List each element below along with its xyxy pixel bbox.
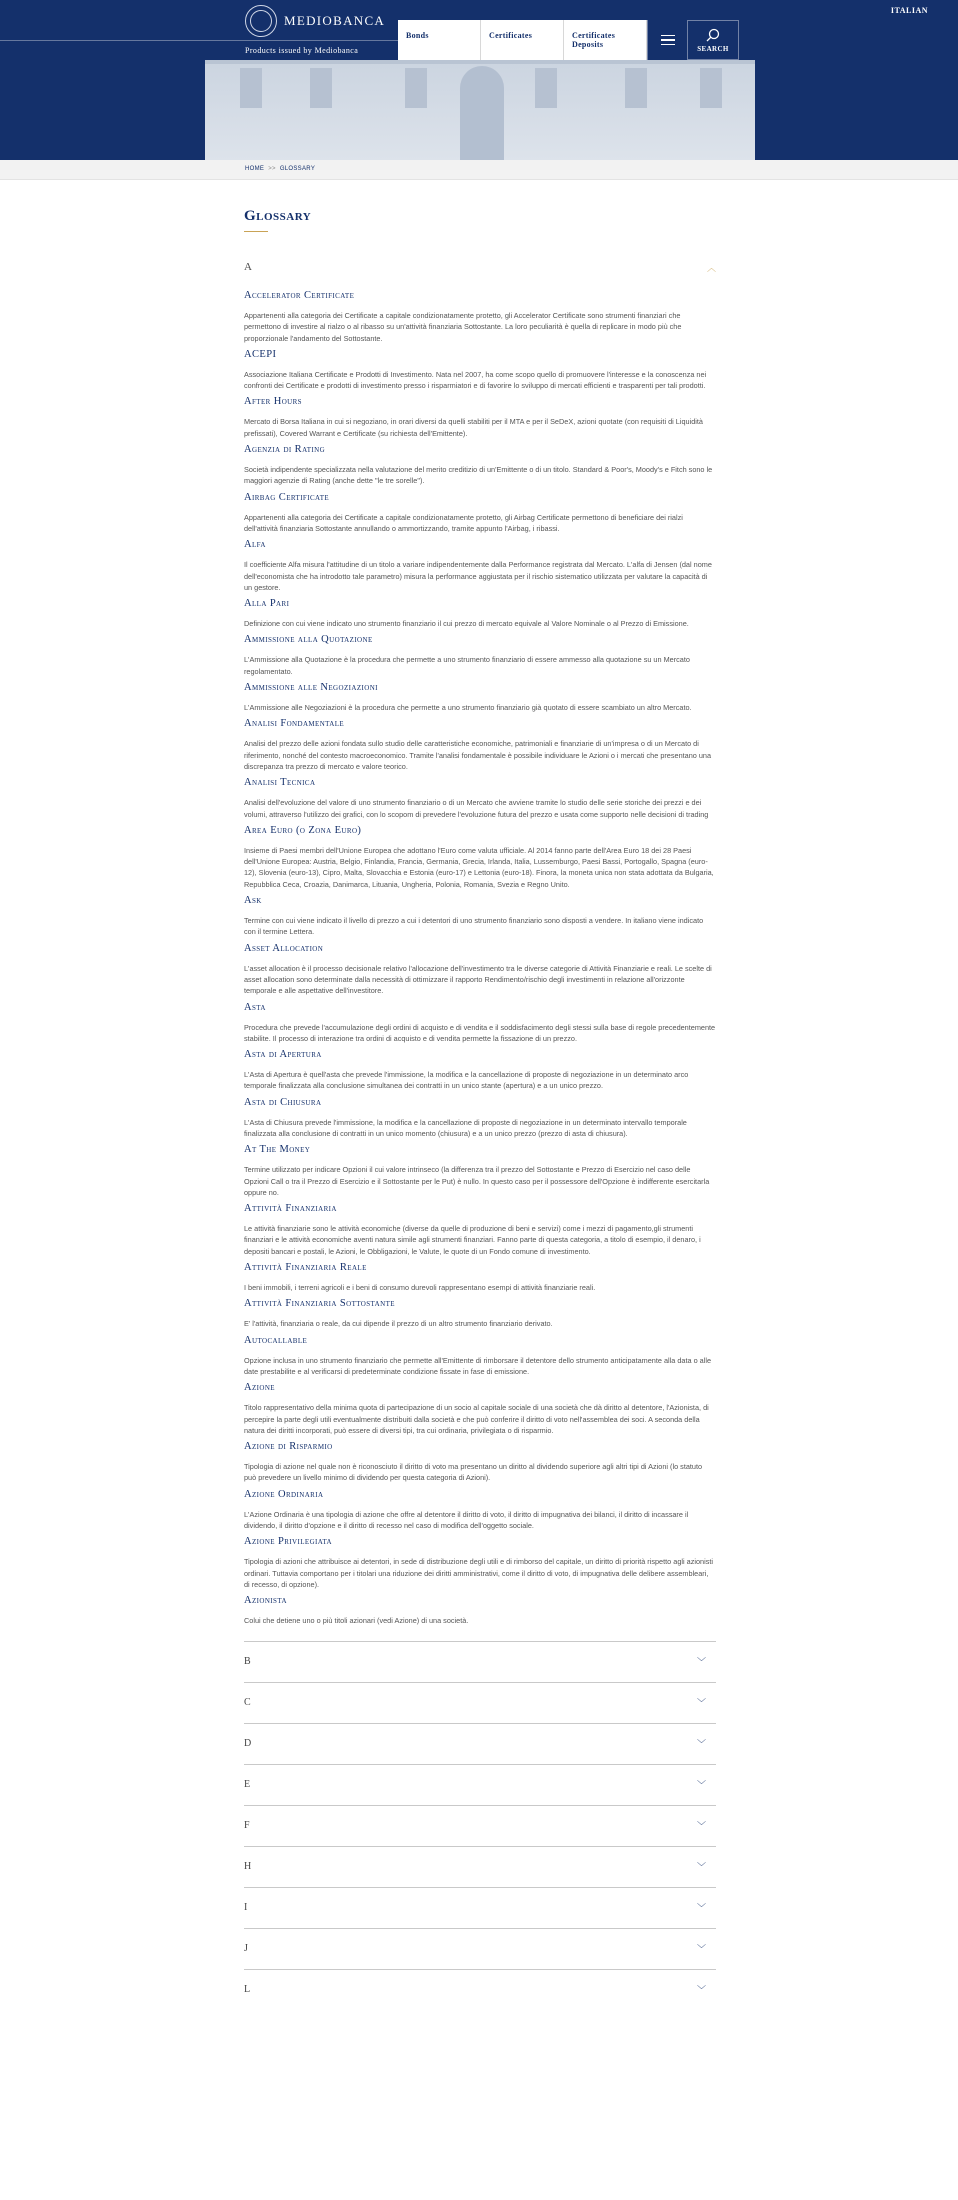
glossary-content	[244, 180, 716, 2010]
chevron-down-icon: ﹀	[696, 1862, 706, 1873]
glossary-definition: Tipologia di azioni che attribuisce ai detentori, in sede di distribuzione degli utili e di rimborso del capitale, un diritto di priorità rispetto agli azionisti ordinari. Tuttavia comportano per i titolari una riduzione dei diritti amministrativi, come il diritto di voto, di impugnativa delle delibere assembleari, di recesso, di opzione).	[244, 1557, 714, 1589]
language-switch[interactable]: ITALIAN	[890, 6, 928, 15]
section-d-header[interactable]	[244, 1723, 716, 1764]
glossary-definition: Titolo rappresentativo della minima quota di partecipazione di un socio al capitale sociale di una società che dà diritto al detentore, l'Azionista, di percepire la parte degli utili eventualmente distribuiti dalla società e che può conferire il diritto di voto nell'assemblea dei soci. A seconda della natura dei diritti incorporati, può essere di diversi tipi, tra cui ordinaria, privilegiata o di risparmio.	[244, 1403, 709, 1435]
glossary-term: Asta	[244, 1001, 266, 1013]
chevron-down-icon: ﹀	[696, 1657, 706, 1668]
breadcrumb	[245, 166, 315, 172]
glossary-definition: I beni immobili, i terreni agricoli e i beni di consumo durevoli rappresentano esempi di attività finanziarie reali.	[244, 1283, 596, 1293]
chevron-down-icon: ﹀	[696, 1903, 706, 1914]
section-h-header[interactable]	[244, 1846, 716, 1887]
title-underline	[244, 231, 268, 232]
glossary-term: Asta di Apertura	[244, 1049, 322, 1061]
glossary-term: Accelerator Certificate	[244, 290, 355, 301]
search-button[interactable]	[687, 20, 739, 60]
breadcrumb-current: GLOSSARY	[279, 166, 316, 172]
breadcrumb-separator: >>	[268, 166, 276, 172]
section-letter: I	[244, 1902, 248, 1914]
glossary-term: At The Money	[244, 1144, 311, 1156]
section-l-header[interactable]	[244, 1969, 716, 2010]
glossary-term: Azione di Risparmio	[244, 1441, 333, 1453]
glossary-term: Analisi Fondamentale	[244, 718, 345, 730]
products-label: Products issued by Mediobanca	[245, 46, 359, 55]
glossary-definition: Termine utilizzato per indicare Opzioni il cui valore intrinseco (la differenza tra il prezzo del Sottostante e Prezzo di Esercizio nel caso delle Opzioni Call o tra il Prezzo di Esercizio e il Sottostante per le Put) è nullo. In questo caso per il possessore dell'Opzione è indifferente esercitarla oppure no.	[244, 1165, 710, 1197]
section-letter: C	[244, 1697, 251, 1709]
chevron-down-icon: ﹀	[696, 1698, 706, 1709]
section-letter: B	[244, 1656, 251, 1668]
section-j-header[interactable]	[244, 1928, 716, 1969]
glossary-term: Ammissione alla Quotazione	[244, 634, 373, 646]
page-title: Glossary	[244, 208, 312, 224]
chevron-down-icon: ﹀	[696, 1944, 706, 1955]
main-nav	[398, 20, 739, 60]
section-a-header[interactable]	[244, 258, 716, 276]
section-letter: F	[244, 1820, 250, 1832]
chevron-down-icon: ﹀	[696, 1780, 706, 1791]
glossary-definition: Tipologia di azione nel quale non è riconosciuto il diritto di voto ma presentano un diritto al dividendo superiore agli altri tipi di Azioni (lo statuto può prevedere un livello minimo di dividendo per questa categoria di Azioni).	[244, 1462, 703, 1483]
logo-text: MEDIOBANCA	[284, 13, 386, 28]
glossary-term: Agenzia di Rating	[244, 444, 326, 456]
glossary-term: ACEPI	[244, 348, 277, 360]
glossary-definition: L'asset allocation è il processo decisionale relativo l'allocazione dell'investimento tra le diverse categorie di Attività Finanziarie e reali. Le scelte di asset allocation sono determinate dalla necessità di ottimizzare il rapporto Rendimento/rischio degli investimenti in relazione all'orizzonte temporale e alle aspettative dell'investitore.	[244, 963, 712, 996]
mediobanca-seal-icon	[245, 5, 277, 37]
glossary-definition: Analisi dell'evoluzione del valore di uno strumento finanziario o di un Mercato che avviene tramite lo studio delle serie storiche dei prezzi e dei volumi, attraverso l'utilizzo dei grafici, con lo scopom di prevedere l'evoluzione futura del prezzo e usata come supporto nelle decisioni di trading	[244, 798, 709, 819]
glossary-definition: Analisi del prezzo delle azioni fondata sullo studio delle caratteristiche economiche, patrimoniali e finanziarie di un'impresa o di un Mercato di riferimento, nonché del contesto macroeconomico. Tramite l'analisi fondamentale è possibile individuare le Azioni o i mercati che presentano una discrepanza tra prezzo di mercato e valore teorico.	[244, 739, 712, 771]
glossary-term: Asset Allocation	[244, 942, 324, 954]
section-b-header[interactable]	[244, 1641, 716, 1682]
mediobanca-logo[interactable]	[245, 5, 385, 37]
breadcrumb-home[interactable]: HOME	[245, 166, 265, 172]
glossary-term: Ammissione alle Negoziazioni	[244, 682, 378, 694]
glossary-term: Azionista	[244, 1595, 287, 1607]
glossary-entries	[244, 288, 716, 1627]
section-letter: D	[244, 1738, 252, 1750]
section-c-header[interactable]	[244, 1682, 716, 1723]
glossary-term: Ask	[244, 895, 262, 907]
section-f-header[interactable]	[244, 1805, 716, 1846]
glossary-definition: L'Ammissione alle Negoziazioni è la procedura che permette a uno strumento finanziario già quotato di essere scambiato un altro Mercato.	[244, 703, 692, 713]
section-e-header[interactable]	[244, 1764, 716, 1805]
nav-bonds[interactable]: Bonds	[398, 20, 481, 60]
glossary-definition: Appartenenti alla categoria dei Certificate a capitale condizionatamente protetto, gli Accelerator Certificate sono strumenti finanziari che permettono di investire al rialzo o al ribasso su un'attività finanziaria Sottostante. La loro peculiarità è quella di replicare in modo più che proporzionale l'andamento del Sottostante.	[244, 311, 682, 343]
hero-building-image	[205, 60, 755, 160]
glossary-definition: Appartenenti alla categoria dei Certificate a capitale condizionatamente protetto, gli Airbag Certificate permettono di beneficiare dei rialzi dell'attività finanziaria Sottostante annullando o ammortizzando, tramite appunto l'Airbag, i ribassi.	[244, 512, 683, 533]
glossary-definition: Il coefficiente Alfa misura l'attitudine di un titolo a variare indipendentemente dalla Performance registrata dal Mercato. L'alfa di Jensen (dal nome dell'economista che ha introdotto tale parametro) misura la performance aggiustata per il rischio sistematico utilizzata per valutare la capacità di un gestore.	[244, 560, 712, 592]
glossary-term: Attività Finanziaria Reale	[244, 1262, 367, 1274]
glossary-term: Analisi Tecnica	[244, 777, 316, 789]
section-letter: L	[244, 1984, 251, 1996]
collapsed-sections	[244, 1641, 716, 2010]
breadcrumb-bar	[0, 160, 958, 180]
search-label: SEARCH	[697, 44, 729, 53]
glossary-term: Attività Finanziaria	[244, 1203, 337, 1215]
chevron-up-icon: ︿	[706, 262, 716, 273]
glossary-term: Azione	[244, 1382, 275, 1394]
chevron-down-icon: ﹀	[696, 1821, 706, 1832]
glossary-definition: L'Asta di Chiusura prevede l'immissione, la modifica e la cancellazione di proposte di negoziazione in un determinato intervallo temporale finalizzata alla conclusione di contratti in un unico momento (chiusura) e a un unico prezzo (prezzo di asta di chiusura).	[244, 1117, 687, 1138]
glossary-definition: Definizione con cui viene indicato uno strumento finanziario il cui prezzo di mercato equivale al Valore Nominale o al Prezzo di Emissione.	[244, 619, 689, 629]
site-header	[0, 0, 958, 160]
glossary-term: Azione Ordinaria	[244, 1488, 324, 1500]
glossary-definition: L'Ammissione alla Quotazione è la procedura che permette a uno strumento finanziario di essere ammesso alla quotazione su un Mercato regolamentato.	[244, 655, 690, 676]
section-letter: E	[244, 1779, 251, 1791]
section-letter: H	[244, 1861, 252, 1873]
section-letter: J	[244, 1943, 248, 1955]
glossary-term: Area Euro (o Zona Euro)	[244, 824, 362, 836]
glossary-definition: Insieme di Paesi membri dell'Unione Europea che adottano l'Euro come valuta ufficiale. Al 2014 fanno parte dell'Area Euro 18 dei 28 Paesi dell'Unione Europea: Austria, Belgio, Finlandia, Francia, Germania, Grecia, Irlanda, Italia, Lussemburgo, Paesi Bassi, Portogallo, Spagna (euro-12), Slovenia (euro-13), Cipro, Malta, Slovacchia e Estonia (euro-17) e Lettonia (euro-18). Finora, la moneta unica non stata adottata da Bulgaria, Repubblica Ceca, Croazia, Danimarca, Lituania, Ungheria, Polonia, Romania, Svezia e Regno Unito.	[244, 845, 714, 889]
chevron-down-icon: ﹀	[696, 1985, 706, 1996]
glossary-definition: L'Asta di Apertura è quell'asta che prevede l'immissione, la modifica e la cancellazione di proposte di negoziazione in un determinato arco temporale finalizzata alla conclusione simultanea dei contratti in un unico stante (apertura) e a un unico prezzo.	[244, 1070, 689, 1091]
glossary-term: After Hours	[244, 396, 302, 408]
glossary-definition: L'Azione Ordinaria è una tipologia di azione che offre al detentore il diritto di voto, il diritto di impugnativa dei bilanci, il diritto di incassare il dividendo, il diritto d'opzione e il diritto di recesso nel caso di modifica dell'oggetto sociale.	[244, 1509, 689, 1531]
glossary-term: Azione Privilegiata	[244, 1536, 333, 1548]
search-icon	[706, 28, 720, 42]
menu-icon[interactable]	[647, 20, 687, 60]
nav-certificates-deposits[interactable]: Certificates Deposits	[564, 20, 647, 60]
glossary-definition: Le attività finanziarie sono le attività economiche (diverse da quelle di produzione di beni e servizi) come i mezzi di pagamento,gli strumenti finanziari e le attività economiche aventi natura simile agli strumenti finanziari. Fanno parte di questa categoria, a titolo di esempio, il denaro, i depositi bancari e postali, le Azioni, le Obbligazioni, le Valute, le quote di un Fondo comune di investimento.	[244, 1224, 701, 1256]
glossary-definition: E' l'attività, finanziaria o reale, da cui dipende il prezzo di un altro strumento finanziario derivato.	[244, 1319, 553, 1329]
glossary-definition: Mercato di Borsa Italiana in cui si negoziano, in orari diversi da quelli stabiliti per il MTA e per il SeDeX, azioni quotate (con requisiti di Liquidità prefissati), Covered Warrant e Certificate (su richiesta dell'Emittente).	[244, 417, 703, 438]
glossary-term: Alfa	[244, 539, 266, 551]
glossary-definition: Società indipendente specializzata nella valutazione del merito creditizio di un'Emittente o di un titolo. Standard & Poor's, Moody's e Fitch sono le maggiori agenzie di Rating (anche dette "le tre sorelle").	[244, 465, 713, 486]
glossary-term: Autocallable	[244, 1334, 308, 1346]
header-divider	[0, 40, 400, 41]
glossary-definition: Opzione inclusa in uno strumento finanziario che permette all'Emittente di rimborsare il detentore dello strumento anticipatamente alla data o alle date prestabilite e al verificarsi di predeterminate condizione fissate in fase di emissione.	[244, 1355, 712, 1376]
glossary-term: Asta di Chiusura	[244, 1096, 322, 1108]
section-letter: A	[244, 261, 252, 273]
glossary-definition: Procedura che prevede l'accumulazione degli ordini di acquisto e di vendita e il soddisfacimento degli stessi sulla base di regole precedentemente stabilite. Il processo di interazione tra ordini di acquisto e di vendita permette la fissazione di un prezzo.	[244, 1022, 716, 1043]
section-i-header[interactable]	[244, 1887, 716, 1928]
glossary-definition: Associazione Italiana Certificate e Prodotti di Investimento. Nata nel 2007, ha come scopo quello di promuovere l'interesse e la conoscenza nei confronti dei Certificate e prodotti di investimento presso i risparmiatori e di favorire lo sviluppo di mercati efficienti e trasparenti per tali prodotti.	[244, 369, 707, 391]
nav-certificates[interactable]: Certificates	[481, 20, 564, 60]
glossary-term: Attività Finanziaria Sottostante	[244, 1298, 395, 1310]
chevron-down-icon: ﹀	[696, 1739, 706, 1750]
glossary-term: Airbag Certificate	[244, 491, 330, 503]
glossary-term: Alla Pari	[244, 598, 290, 610]
glossary-definition: Termine con cui viene indicato il livello di prezzo a cui i detentori di uno strumento finanziario sono disposti a vendere. In italiano viene indicato con il termine Lettera.	[244, 916, 704, 937]
glossary-definition: Colui che detiene uno o più titoli azionari (vedi Azione) di una società.	[244, 1616, 469, 1626]
